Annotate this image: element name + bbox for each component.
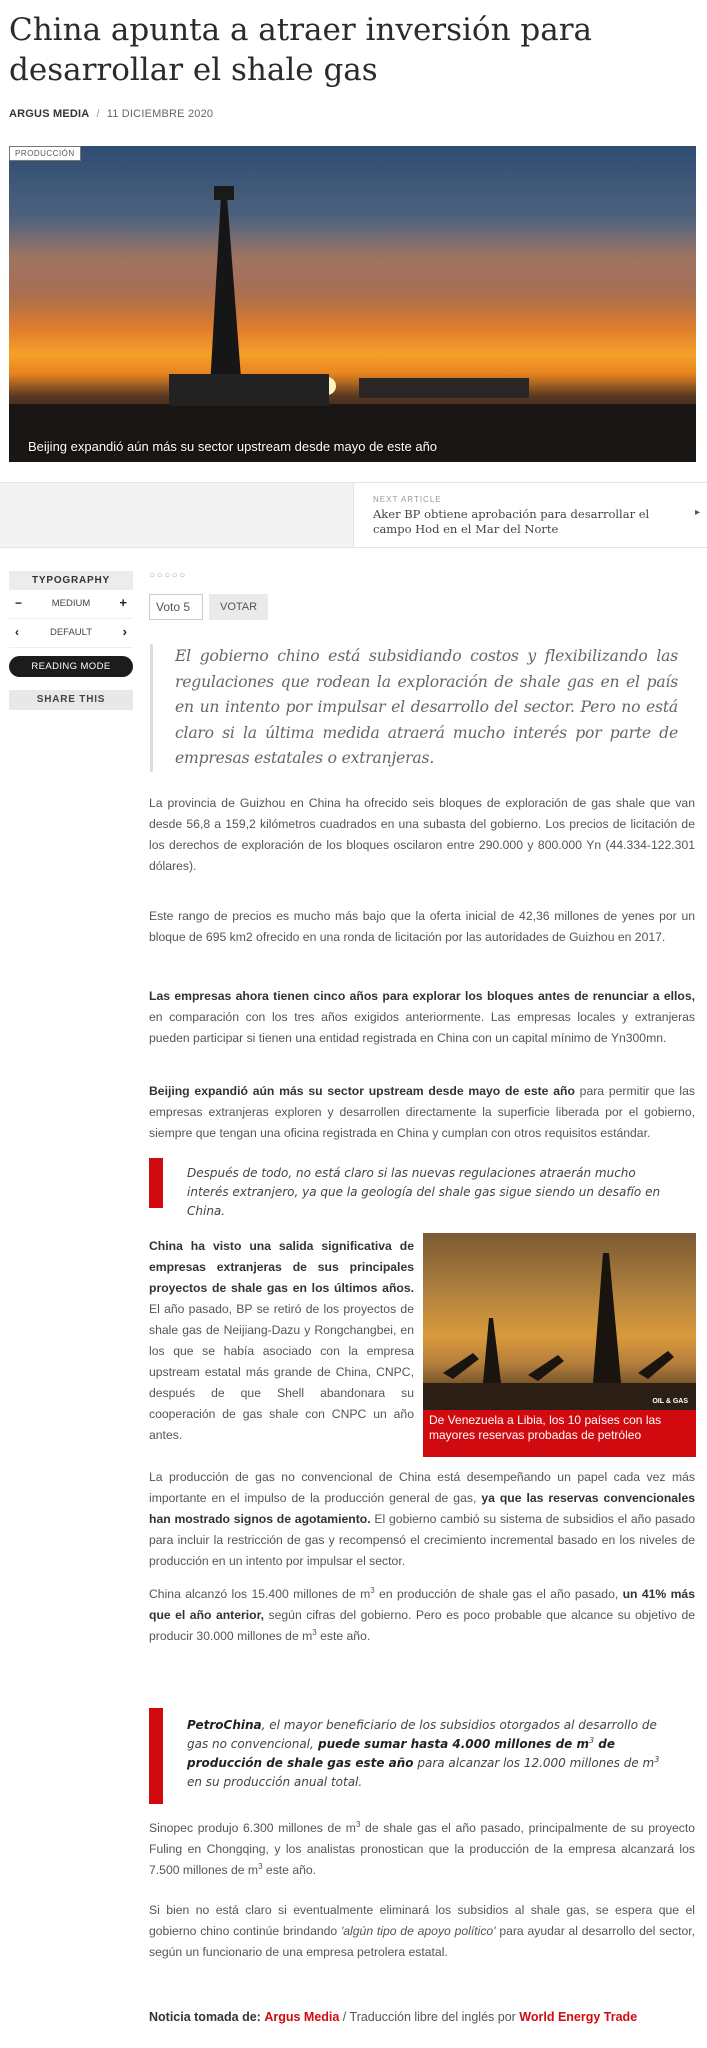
credit-source-link[interactable]: Argus Media	[264, 2010, 340, 2024]
chevron-right-icon[interactable]: ›	[122, 624, 127, 639]
p7-d: este año.	[316, 1629, 371, 1643]
q2-b: para alcanzar los 12.000 millones de m	[413, 1756, 655, 1770]
paragraph-1: La provincia de Guizhou en China ha ofrecido seis bloques de exploración de gas shale que van desde 56,8 a 159,2 kilómetros cuadrados en una subasta del gobierno. Los precios de licitación de los derechos de exploración de los bloques oscilaron entre 290.000 y 800.000 Yn (44.334-122.301 dólares).	[149, 796, 695, 873]
article-source[interactable]: ARGUS MEDIA	[9, 108, 90, 120]
q2-bold-3: de producción de shale gas este año	[187, 1737, 615, 1770]
article-date: 11 DICIEMBRE 2020	[106, 108, 214, 120]
font-family-control	[9, 619, 133, 648]
typography-heading: TYPOGRAPHY	[9, 571, 133, 590]
p8-a: Sinopec produjo 6.300 millones de m	[149, 1821, 356, 1835]
q2-sup: 3	[589, 1736, 595, 1745]
credit-translator-link[interactable]: World Energy Trade	[519, 2010, 638, 2024]
p8-b: de shale gas el año pasado, principalmente de su proyecto Fuling en Chongqing, y los analistas pronostican que la producción de la empresa alcanzará los 7.500 millones de m	[149, 1821, 695, 1877]
p7-sup2: 3	[312, 1627, 317, 1637]
next-article-title[interactable]: Aker BP obtiene aprobación para desarrollar el campo Hod en el Mar del Norte	[373, 507, 650, 536]
decrease-size-button[interactable]: −	[15, 596, 23, 610]
typography-sidebar	[9, 571, 133, 710]
paragraph-6-bold: ya que las reservas convencionales han mostrado signos de agotamiento.	[149, 1491, 695, 1526]
related-article-tag: OIL & GAS	[652, 1398, 688, 1405]
paragraph-6	[149, 1467, 695, 1572]
paragraph-5-text: El año pasado, BP se retiró de los proyectos de shale gas de Neijiang-Dazu y Rongchangbei, en los que se había asociado con la empresa upstream estatal más grande de China, CNPC, después de que Shell abandonara su cooperación de gas shale con CNPC un año antes.	[149, 1302, 414, 1442]
p7-bold: un 41% más que el año anterior,	[149, 1587, 695, 1622]
next-article-bar	[0, 482, 707, 548]
paragraph-3-bold: Las empresas ahora tienen cinco años para explorar los bloques antes de renunciar a ellos,	[149, 989, 695, 1003]
credit-label: Noticia tomada de:	[149, 2010, 261, 2024]
p7-b: en producción de shale gas el año pasado,	[374, 1587, 619, 1601]
p7-c: según cifras del gobierno. Pero es poco probable que alcance su objetivo de producir 30.000 millones de m	[149, 1608, 696, 1643]
p8-c: este año.	[262, 1863, 317, 1877]
paragraph-5-bold: China ha visto una salida significativa de empresas extranjeras de sus principales proyectos de shale gas en los últimos años.	[149, 1239, 414, 1295]
drilling-rig-illustration	[9, 146, 696, 462]
p8-sup2: 3	[258, 1861, 263, 1871]
vote-form	[149, 594, 268, 620]
q2-a: , el mayor beneficiario de los subsidios otorgados al desarrollo de gas no convencional,	[187, 1718, 657, 1751]
paragraph-4	[149, 1081, 695, 1144]
article-title: China apunta a atraer inversión para desarrollar el shale gas	[9, 12, 593, 88]
related-article-overlay	[423, 1398, 696, 1457]
paragraph-6-text-b: El gobierno cambió su sistema de subsidios el año pasado para incluir la restricción de gas y recompensó el crecimiento incremental basado en los niveles de producción en un intento por impulsar el sector.	[149, 1512, 695, 1568]
pull-quote-2	[149, 1708, 695, 1804]
related-article-card[interactable]	[423, 1233, 696, 1457]
hero-image	[9, 146, 696, 462]
paragraph-7	[149, 1584, 695, 1647]
pumpjack-shape	[443, 1353, 479, 1379]
p9-b: para ayudar al desarrollo del sector, según un funcionario de una empresa petrolera estatal.	[149, 1924, 695, 1959]
paragraph-4-bold: Beijing expandió aún más su sector upstream desde mayo de este año	[149, 1084, 575, 1098]
source-credit	[149, 2010, 637, 2024]
hero-caption: Beijing expandió aún más su sector upstream desde mayo de este año	[28, 439, 438, 454]
font-size-label: MEDIUM	[51, 598, 91, 609]
font-size-control	[9, 590, 133, 619]
facility-shape	[359, 378, 529, 398]
pumpjack-shape-3	[638, 1351, 674, 1379]
rig-top	[214, 186, 234, 200]
increase-size-button[interactable]: +	[119, 595, 127, 610]
next-article-link[interactable]	[353, 483, 707, 547]
p9-a: Si bien no está claro si eventualmente eliminará los subsidios al shale gas, se espera que el gobierno chino continúe brindando	[149, 1903, 695, 1938]
derrick-shape	[593, 1253, 621, 1383]
vote-select[interactable]: Voto 5	[149, 594, 203, 620]
related-article-title[interactable]: De Venezuela a Libia, los 10 países con las mayores reservas probadas de petróleo	[429, 1413, 662, 1442]
vote-button[interactable]: VOTAR	[209, 594, 268, 620]
next-article-label: NEXT ARTICLE	[373, 495, 442, 504]
paragraph-9	[149, 1900, 695, 1963]
lead-paragraph: El gobierno chino está subsidiando costos y flexibilizando las regulaciones que rodean la exploración de shale gas en el país en un intento por impulsar el desarrollo del sector. Pero no está claro si la última medida atraerá mucho interés por parte de empresas estatales o extranjeras.	[150, 644, 678, 772]
rating-stars[interactable]: ○○○○○	[149, 570, 187, 581]
paragraph-5	[149, 1236, 414, 1446]
p7-sup: 3	[370, 1585, 375, 1595]
q2-sup2: 3	[654, 1755, 660, 1764]
pumpjack-shape-2	[528, 1355, 564, 1381]
paragraph-3	[149, 986, 695, 1049]
paragraph-8	[149, 1818, 695, 1881]
reading-mode-button[interactable]: READING MODE	[9, 656, 133, 677]
category-badge[interactable]: PRODUCCIÓN	[9, 146, 81, 161]
q2-c: en su producción anual total.	[187, 1775, 363, 1789]
derrick-small-shape	[483, 1318, 501, 1383]
paragraph-6-text-a: La producción de gas no convencional de China está desempeñando un papel cada vez más importante en el impulso de la producción general de gas,	[149, 1470, 695, 1505]
p8-sup: 3	[355, 1819, 361, 1829]
meta-separator: /	[96, 108, 100, 120]
p7-a: China alcanzó los 15.400 millones de m	[149, 1587, 371, 1601]
p9-italic: 'algún tipo de apoyo político'	[340, 1924, 496, 1938]
q2-bold-2: puede sumar hasta 4.000 millones de m	[313, 1737, 589, 1751]
paragraph-2: Este rango de precios es mucho más bajo que la oferta inicial de 42,36 millones de yenes por un bloque de 695 km2 ofrecido en una ronda de licitación por las autoridades de Guizhou en 2017.	[149, 909, 695, 944]
credit-middle: / Traducción libre del inglés por	[339, 2010, 520, 2024]
paragraph-3-text: en comparación con los tres años exigidos anteriormente. Las empresas locales y extranjeras pueden participar si tienen una entidad registrada en China con un capital mínimo de Yn300mn.	[149, 1010, 695, 1045]
pull-quote-1: Después de todo, no está claro si las nuevas regulaciones atraerán mucho interés extranjero, ya que la geología del shale gas sigue siendo un desafío en China.	[149, 1158, 695, 1208]
article-meta	[9, 108, 213, 120]
chevron-left-icon[interactable]: ‹	[15, 625, 19, 639]
rig-tower	[209, 196, 243, 404]
font-family-label: DEFAULT	[49, 627, 93, 638]
q2-bold-1: PetroChina	[187, 1718, 262, 1732]
paragraph-4-text: para permitir que las empresas extranjeras exploren y desarrollen directamente la superficie liberada por el gobierno, siempre que tengan una oficina registrada en China y cumplan con otros requisitos estándar.	[149, 1084, 695, 1140]
chevron-right-icon[interactable]: ▸	[694, 507, 700, 518]
rig-base	[169, 374, 329, 406]
share-button[interactable]: SHARE THIS	[9, 690, 133, 710]
